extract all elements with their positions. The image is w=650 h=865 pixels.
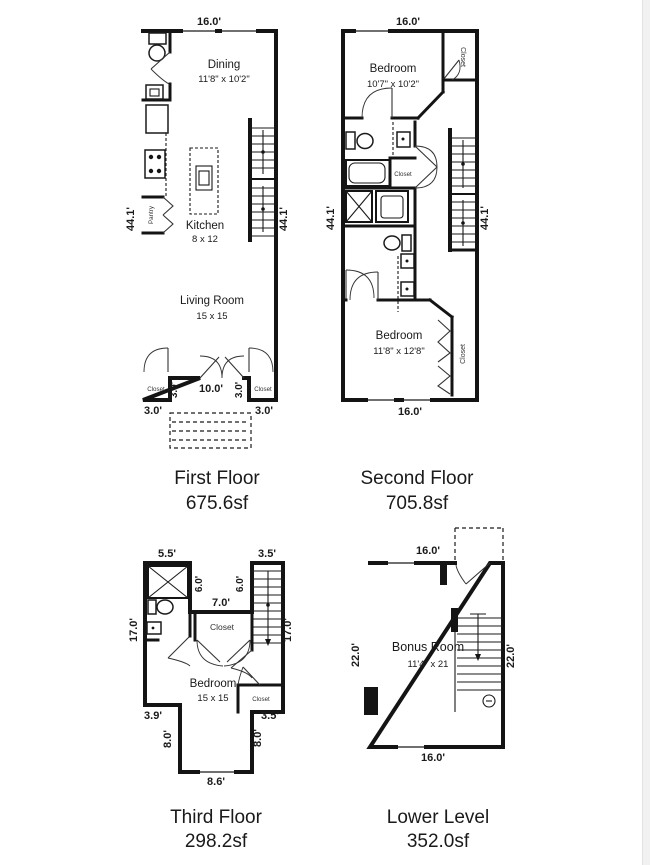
room-size: 15 x 15 [197,693,229,704]
dim-label: 44.1' [479,205,491,231]
closet-door-arcs [415,146,437,188]
wall-stub [440,563,447,585]
room-label: Living Room [180,295,244,307]
room-label: Pantry [148,206,155,224]
dim-label: 3.0' [234,381,245,399]
room-size: 11'8" x 10'2" [198,74,250,85]
toilet-tank [402,235,411,251]
dim-label: 17.0' [282,617,294,643]
island-sink [196,166,212,190]
room-label: Bedroom [189,678,237,690]
room-size: 15 x 15 [196,311,228,322]
room-label: Kitchen [185,220,225,232]
kitchen-island [190,148,218,214]
dim-label: 3.0' [144,405,162,417]
second-floor-plan [325,16,491,418]
dim-label: 8.0' [252,729,264,747]
dim-label: 3.5' [258,548,276,560]
third-floor-plan [128,548,294,788]
toilet-bowl [384,236,400,250]
closet-label: Closet [147,386,165,393]
dim-label: 44.1' [278,206,290,232]
room-label: Dining [207,59,241,71]
door-arc [144,348,168,372]
bifold-door [438,366,450,394]
door-arc [362,88,392,118]
bifold-door [438,320,450,362]
dim-label: 16.0' [420,752,446,764]
dim-label: 3.0' [169,381,180,399]
dim-label: 22.0' [505,643,517,669]
dim-label: 44.1' [325,205,337,231]
dim-label: 16.0' [196,16,222,28]
closet-label: Closet [254,386,272,393]
room-label: Bonus Room [391,640,465,654]
caption-title: Lower Level [386,807,490,828]
toilet-tank [148,600,156,614]
lower-level-plan [350,528,517,764]
dim-label: 7.0' [212,597,230,609]
room-size: 11'4" x 21 [407,659,449,670]
room-label: Bedroom [375,330,423,342]
caption-area: 705.8sf [385,493,449,514]
room-size: 11'8" x 12'8" [373,346,425,357]
caption-title: Second Floor [360,468,474,489]
caption-area: 298.2sf [184,831,248,852]
door-arc [249,348,273,372]
dim-label: 8.0' [162,730,174,748]
caption-area: 675.6sf [185,493,249,514]
closet-label: Closet [460,344,467,364]
room-size: 8 x 12 [192,234,218,245]
dim-label: 3.9' [144,710,162,722]
toilet-tank [149,33,166,44]
closet-label: Closet [459,47,466,67]
room-size: 10'7" x 10'2" [366,79,420,90]
toilet-tank [346,132,355,149]
chimney-block [364,687,378,715]
caption-title: First Floor [174,468,260,489]
captions-top [174,468,474,514]
bulkhead [455,528,503,561]
dim-label: 17.0' [128,617,140,643]
closet-label: Closet [394,171,412,178]
dim-label: 6.0' [194,575,205,593]
closet-label: Closet [252,696,270,703]
toilet-bowl [157,600,173,614]
dim-label: 44.1' [125,206,137,232]
door-arc [456,565,466,584]
french-door-arcs [200,356,244,378]
caption-area: 352.0sf [406,831,470,852]
wall-stub [451,608,458,632]
dim-label: 10.0' [198,383,224,395]
dim-label: 3.0' [255,405,273,417]
refrigerator [146,105,168,133]
dim-label: 22.0' [350,642,362,668]
dim-label: 6.0' [235,575,246,593]
page-edge [642,0,650,865]
captions-bottom [170,807,489,852]
stove [145,150,165,178]
dim-label: 3.5' [261,710,279,722]
bifold-door [163,197,173,233]
dim-label: 5.5' [158,548,176,560]
sink [146,85,163,99]
dim-label: 16.0' [395,16,421,28]
caption-title: Third Floor [170,807,262,828]
closet-door-arcs [197,640,250,666]
toilet-bowl [357,134,373,149]
dim-label: 8.6' [207,776,225,788]
first-floor-plan [125,16,290,448]
closet-label: Closet [209,622,235,632]
room-label: Bedroom [369,63,417,75]
dim-label: 16.0' [415,545,441,557]
dim-label: 16.0' [397,406,423,418]
